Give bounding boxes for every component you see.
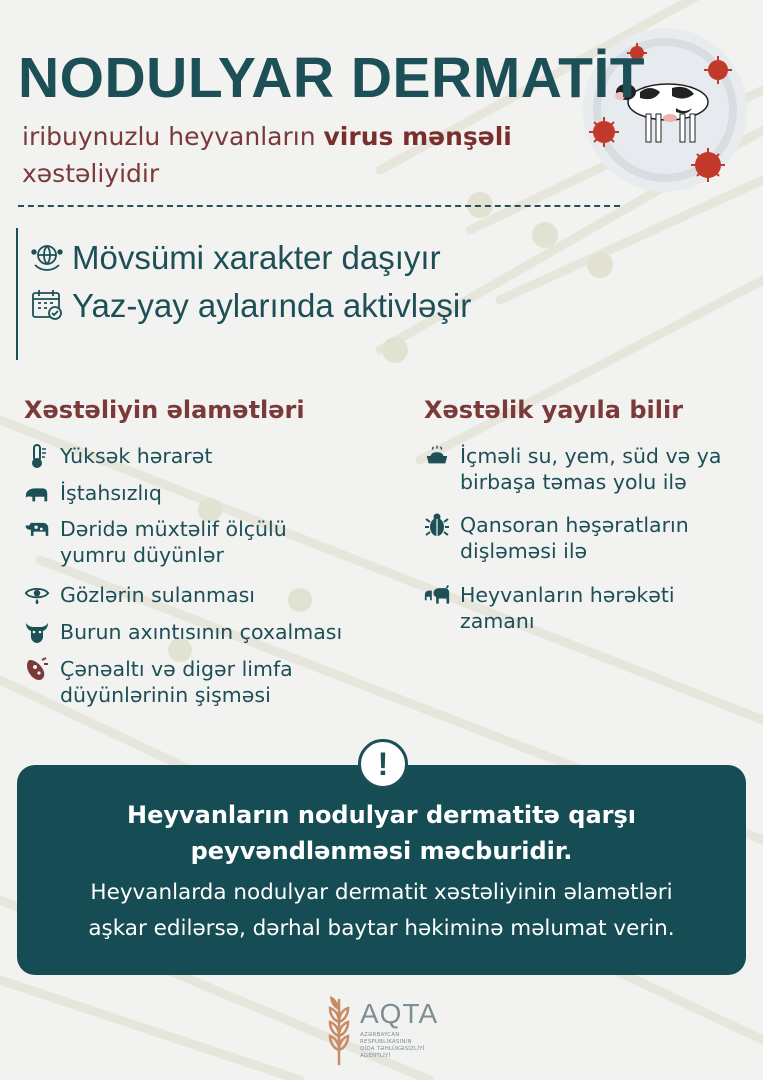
list-item — [424, 582, 675, 634]
calendar-check-icon — [30, 288, 64, 322]
alert-icon: ! — [358, 739, 408, 789]
list-item-text: Yüksək hərarət — [60, 444, 213, 468]
list-item-text — [460, 443, 721, 495]
cow-spots-icon — [24, 516, 50, 542]
list-item — [424, 512, 689, 564]
logo-text — [360, 992, 438, 1060]
symptoms-heading: Xəstəliyin əlamətləri — [24, 396, 305, 424]
list-item-line: İçməli su, yem, süd və ya — [460, 444, 722, 468]
animals-icon — [424, 582, 450, 608]
logo-sub-line: RESPUBLİKASININ — [360, 1039, 412, 1045]
notice-regular-text — [17, 875, 746, 947]
list-item-text: İştahsızlıq — [60, 481, 162, 505]
list-item-text — [460, 512, 689, 564]
list-item-line: zamanı — [460, 609, 535, 633]
spread-heading: Xəstəlik yayıla bilir — [424, 396, 684, 424]
subtitle-highlight: virus mənşəli — [323, 122, 512, 151]
subtitle-part2: xəstəliyidir — [22, 159, 160, 188]
bug-icon — [424, 512, 450, 538]
list-item-line: yumru düyünlər — [60, 543, 224, 567]
globe-hand-icon — [30, 240, 64, 274]
dashed-divider — [18, 205, 620, 207]
page-subtitle — [22, 118, 582, 192]
cow-grazing-icon — [24, 480, 50, 506]
logo-sub-line: AGENTLİYİ — [360, 1053, 391, 1059]
logo-sub-line: AZƏRBAYCAN — [360, 1032, 400, 1038]
notice-bold-line: peyvəndlənməsi məcburidir. — [190, 837, 573, 865]
list-item — [24, 516, 287, 568]
notice-bold-line: Heyvanların nodulyar dermatitə qarşı — [127, 801, 636, 829]
notice-regular-line: aşkar edilərsə, dərhal baytar həkiminə məlumat verin. — [88, 916, 675, 941]
notice-box — [17, 765, 746, 975]
feature-text: Yaz-yay aylarında aktivləşir — [72, 286, 472, 324]
list-item-text — [460, 582, 675, 634]
list-item-text — [60, 656, 293, 708]
notice-regular-line: Heyvanlarda nodulyar dermatit xəstəliyinin əlamətləri — [90, 880, 673, 905]
eye-tear-icon — [24, 582, 50, 608]
list-item-line: düyünlərinin şişməsi — [60, 683, 271, 707]
subtitle-part1: iribuynuzlu heyvanların — [22, 122, 324, 151]
page-title: NODULYAR DERMATİT — [18, 46, 646, 110]
logo-name: AQTA — [360, 998, 439, 1029]
aqta-logo — [326, 992, 438, 1066]
list-item — [424, 443, 721, 495]
list-item — [24, 443, 212, 469]
wheat-icon — [326, 992, 352, 1066]
vertical-bar — [16, 228, 18, 360]
feature-text: Mövsümi xarakter daşıyır — [72, 238, 441, 276]
list-item-line: Çənəaltı və digər limfa — [60, 657, 293, 681]
list-item — [24, 656, 293, 708]
list-item — [24, 480, 162, 506]
feature-seasonal — [30, 240, 441, 274]
list-item-text: Burun axıntısının çoxalması — [60, 620, 343, 644]
feature-spring-summer — [30, 288, 471, 322]
logo-subtitle — [360, 1032, 438, 1060]
feed-trough-icon — [424, 443, 450, 469]
list-item-line: Heyvanların hərəkəti — [460, 583, 675, 607]
list-item — [24, 619, 342, 645]
list-item-text — [60, 516, 287, 568]
cow-head-icon — [24, 619, 50, 645]
list-item — [24, 582, 255, 608]
list-item-line: birbaşa təmas yolu ilə — [460, 470, 687, 494]
list-item-line: Qansoran həşəratların — [460, 513, 689, 537]
list-item-line: Dəridə müxtəlif ölçülü — [60, 517, 287, 541]
notice-bold-text — [17, 797, 746, 869]
logo-sub-line: QİDA TƏHLÜKƏSİZLİYİ — [360, 1046, 425, 1052]
lymph-node-icon — [24, 656, 50, 682]
list-item-line: dişləməsi ilə — [460, 539, 588, 563]
thermometer-icon — [24, 443, 50, 469]
list-item-text: Gözlərin sulanması — [60, 583, 255, 607]
